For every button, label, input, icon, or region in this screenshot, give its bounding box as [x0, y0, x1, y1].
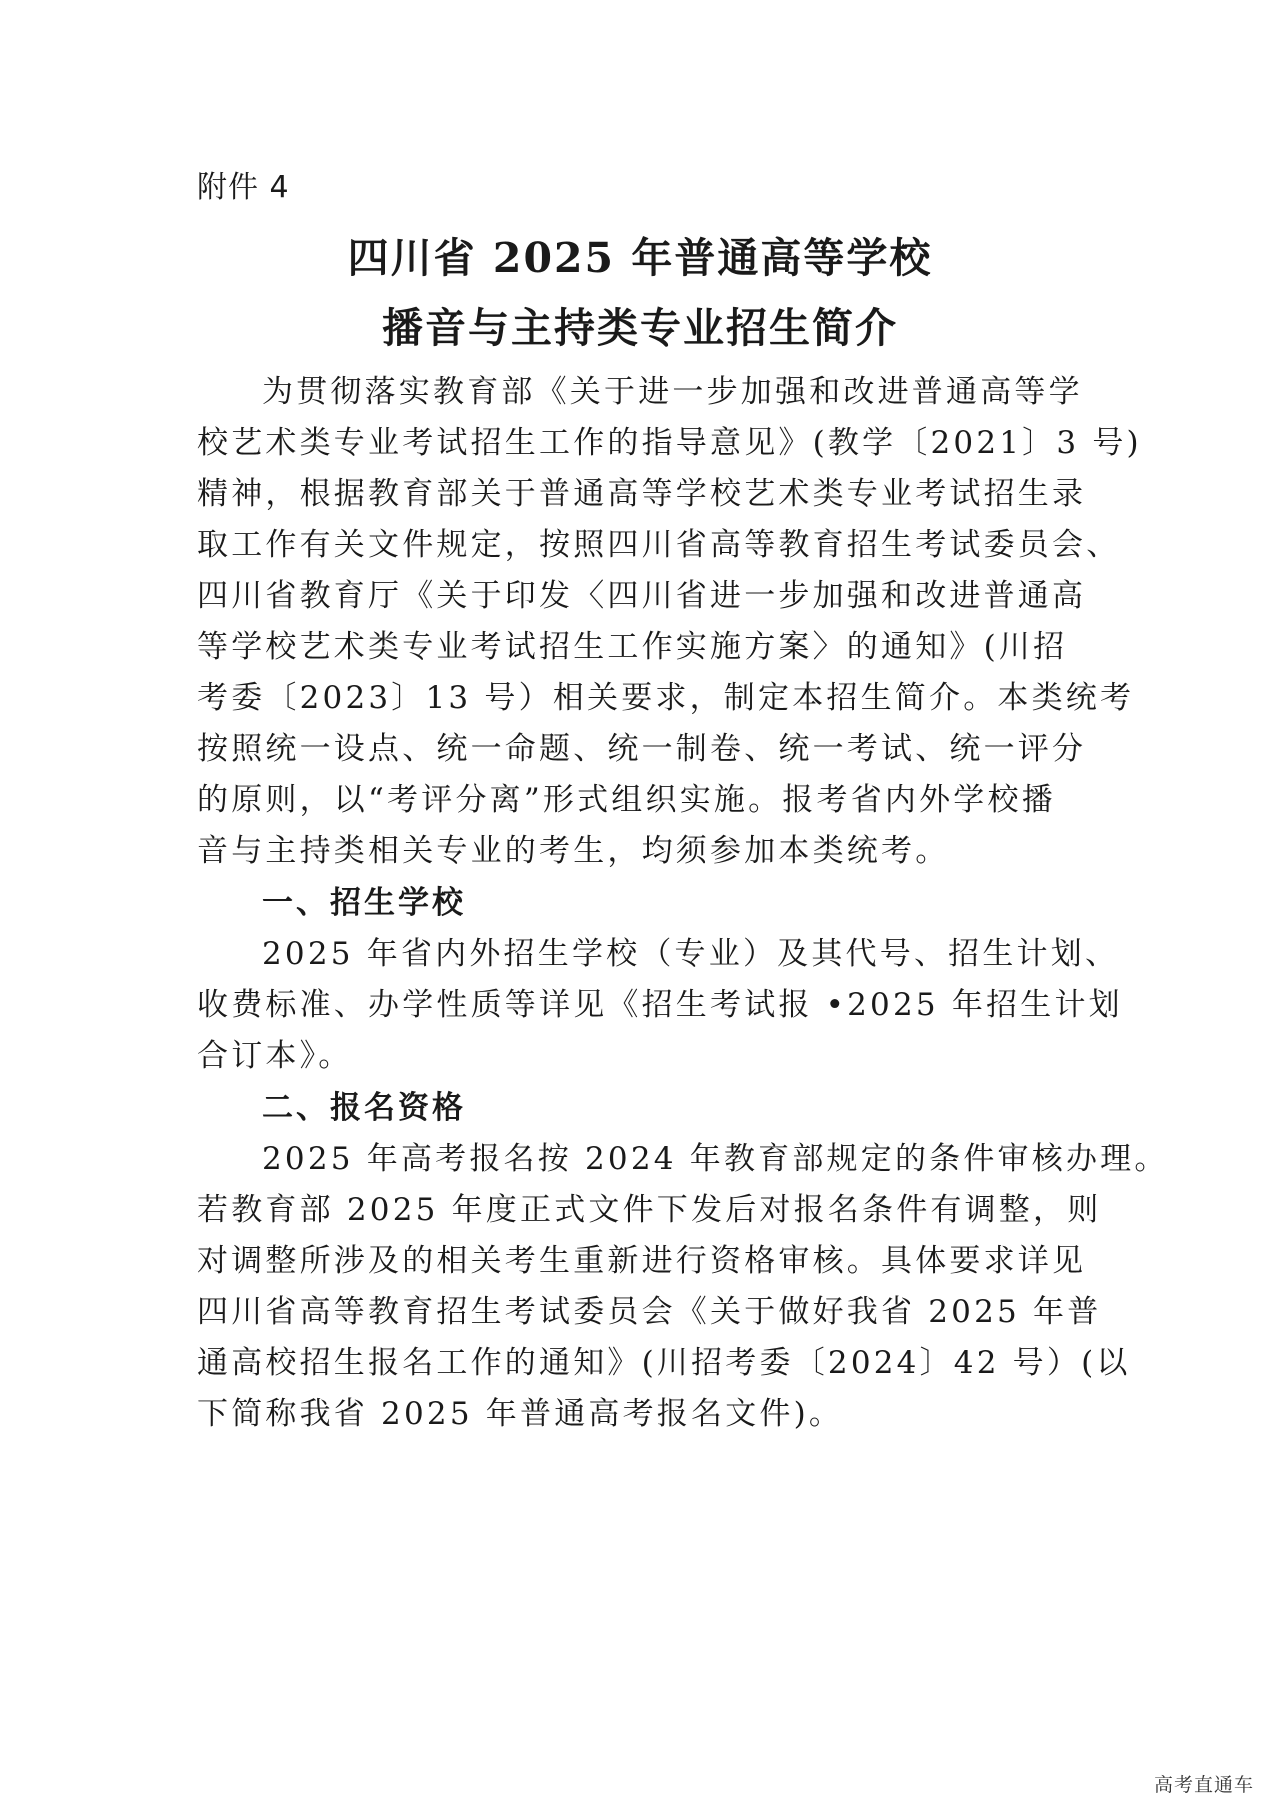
source-watermark: 高考直通车 — [1153, 1774, 1254, 1796]
section-heading-enrollment-schools: 一、招生学校 — [262, 885, 466, 921]
intro-line: 等学校艺术类专业考试招生工作实施方案〉的通知》(川招 — [197, 629, 1068, 665]
intro-line: 四川省教育厅《关于印发〈四川省进一步加强和改进普通高 — [197, 578, 1087, 614]
intro-line: 校艺术类专业考试招生工作的指导意见》(教学〔2021〕3 号) — [197, 425, 1142, 461]
section-heading-registration-eligibility: 二、报名资格 — [262, 1090, 466, 1126]
section2-line: 对调整所涉及的相关考生重新进行资格审核。具体要求详见 — [197, 1243, 1087, 1279]
intro-line: 音与主持类相关专业的考生，均须参加本类统考。 — [197, 833, 950, 869]
intro-line: 考委〔2023〕13 号）相关要求，制定本招生简介。本类统考 — [197, 680, 1135, 716]
intro-line: 按照统一设点、统一命题、统一制卷、统一考试、统一评分 — [197, 731, 1087, 767]
section2-line: 若教育部 2025 年度正式文件下发后对报名条件有调整，则 — [197, 1192, 1102, 1228]
document-title-line-1: 四川省 2025 年普通高等学校 — [347, 234, 933, 282]
section2-line: 通高校招生报名工作的通知》(川招考委〔2024〕42 号）(以 — [197, 1345, 1131, 1381]
section2-line: 2025 年高考报名按 2024 年教育部规定的条件审核办理。 — [262, 1141, 1169, 1177]
intro-line: 为贯彻落实教育部《关于进一步加强和改进普通高等学 — [262, 374, 1083, 410]
section1-line: 收费标准、办学性质等详见《招生考试报 •2025 年招生计划 — [197, 987, 1123, 1023]
attachment-label: 附件 4 — [197, 170, 290, 205]
intro-line: 取工作有关文件规定，按照四川省高等教育招生考试委员会、 — [197, 527, 1121, 563]
intro-line: 精神，根据教育部关于普通高等学校艺术类专业考试招生录 — [197, 476, 1087, 512]
section2-line: 下简称我省 2025 年普通高考报名文件)。 — [197, 1396, 844, 1432]
section1-line: 2025 年省内外招生学校（专业）及其代号、招生计划、 — [262, 936, 1120, 972]
intro-line: 的原则，以“考评分离”形式组织实施。报考省内外学校播 — [197, 782, 1056, 818]
section2-line: 四川省高等教育招生考试委员会《关于做好我省 2025 年普 — [197, 1294, 1102, 1330]
document-title-line-2: 播音与主持类专业招生简介 — [382, 304, 898, 352]
section1-line: 合订本》。 — [197, 1038, 353, 1074]
